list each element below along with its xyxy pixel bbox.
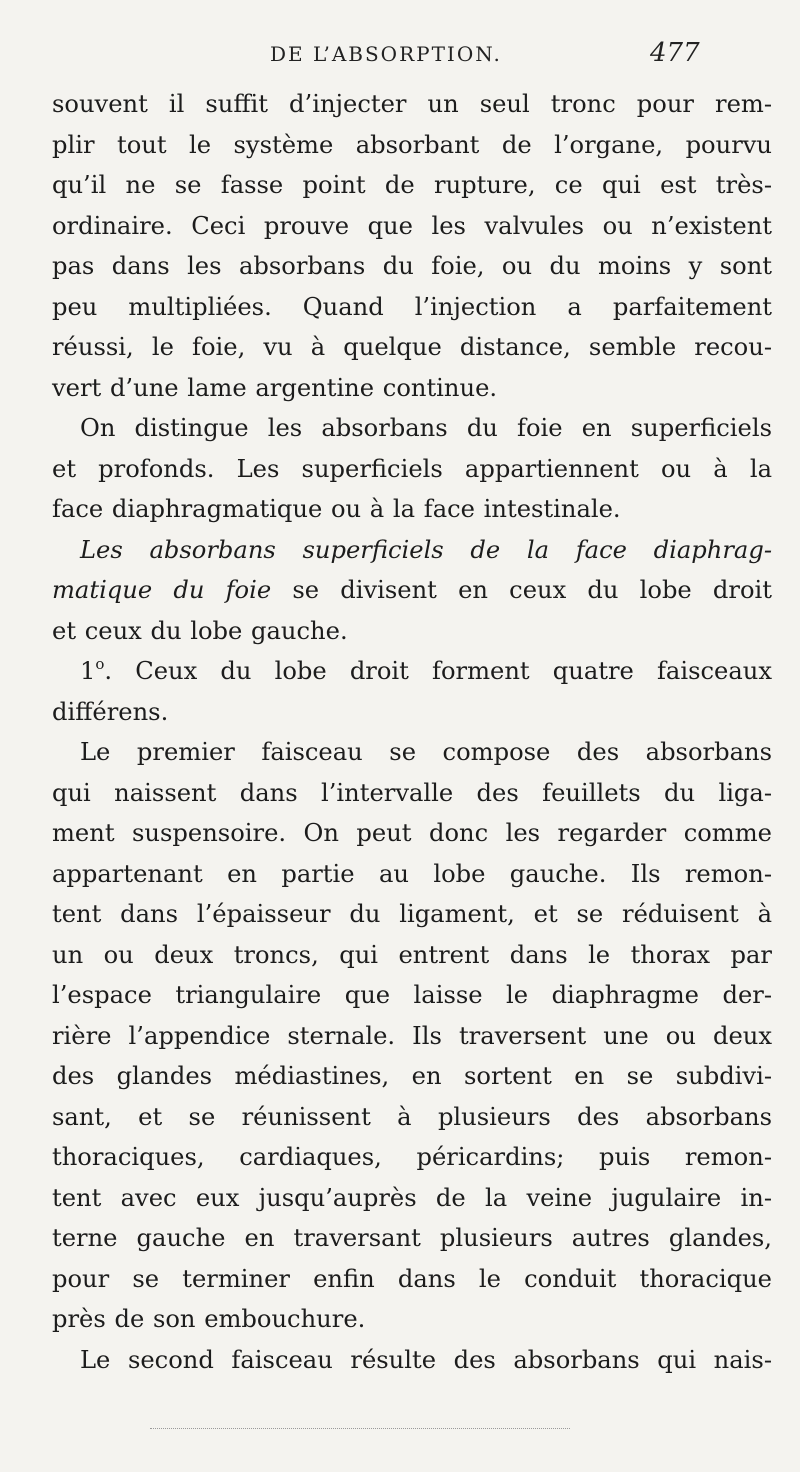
text-line: des glandes médiastines, en sortent en se subdivi- [52, 1062, 772, 1090]
text-line: rière l’appendice sternale. Ils traversent une ou deux [52, 1021, 772, 1050]
text-line: et ceux du lobe gauche. [52, 616, 348, 645]
text-line-italic: Les absorbans superficiels de la face diaphrag- [80, 535, 772, 564]
text-line: face diaphragmatique ou à la face intestinale. [52, 495, 621, 523]
italic-phrase: matique du foie [52, 576, 272, 604]
text-line: Le premier faisceau se compose des absorbans [80, 738, 772, 766]
text-line: thoraciques, cardiaques, péricardins; puis remon- [52, 1143, 772, 1171]
text-line: près de son embouchure. [52, 1305, 366, 1333]
body-text [52, 84, 772, 1380]
text-line: un ou deux troncs, qui entrent dans le thorax par [52, 940, 772, 969]
text-line: ordinaire. Ceci prouve que les valvules ou n’existent [52, 211, 772, 240]
text-line: vert d’une lame argentine continue. [52, 373, 498, 402]
text-line: Le second faisceau résulte des absorbans qui nais- [80, 1345, 772, 1374]
page-number: 477 [650, 38, 700, 68]
text-line: pas dans les absorbans du foie, ou du moins y sont [52, 252, 772, 280]
text-line: réussi, le foie, vu à quelque distance, semble recou- [52, 333, 772, 361]
text-line: peu multipliées. Quand l’injection a parfaitement [52, 292, 772, 321]
ordinal-number: 1 [80, 657, 96, 685]
text-line: souvent il suffit d’injecter un seul tronc pour rem- [52, 90, 772, 118]
text-line: et profonds. Les superficiels appartiennent ou à la [52, 454, 772, 483]
text-line: appartenant en partie au lobe gauche. Ils remon- [52, 859, 772, 888]
text-line: tent dans l’épaisseur du ligament, et se réduisent à [52, 900, 772, 928]
text-line: qui naissent dans l’intervalle des feuillets du liga- [52, 778, 772, 807]
running-title: DE L’ABSORPTION. [270, 42, 502, 66]
text-line: ment suspensoire. On peut donc les regarder comme [52, 819, 772, 847]
text-line: pour se terminer enfin dans le conduit thoracique [52, 1264, 772, 1293]
text-line: l’espace triangulaire que laisse le diaphragme der- [52, 981, 772, 1009]
text-line: On distingue les absorbans du foie en superficiels [80, 414, 772, 442]
text-line-numbered [52, 651, 772, 692]
text-line: terne gauche en traversant plusieurs autres glandes, [52, 1224, 772, 1252]
text-line-mixed [52, 570, 772, 611]
text-line: tent avec eux jusqu’auprès de la veine jugulaire in- [52, 1183, 772, 1212]
text-run: se divisent en ceux du lobe droit [271, 576, 772, 604]
text-run: . Ceux du lobe droit forment quatre faisceaux [104, 657, 772, 685]
text-line: plir tout le système absorbant de l’organe, pourvu [52, 130, 772, 159]
running-head [0, 38, 800, 78]
text-line: sant, et se réunissent à plusieurs des absorbans [52, 1102, 772, 1131]
text-line: qu’il ne se fasse point de rupture, ce qui est très- [52, 171, 772, 199]
ordinal-superscript: o [95, 655, 105, 673]
bottom-dotted-rule [150, 1428, 570, 1429]
text-line: différens. [52, 697, 169, 726]
